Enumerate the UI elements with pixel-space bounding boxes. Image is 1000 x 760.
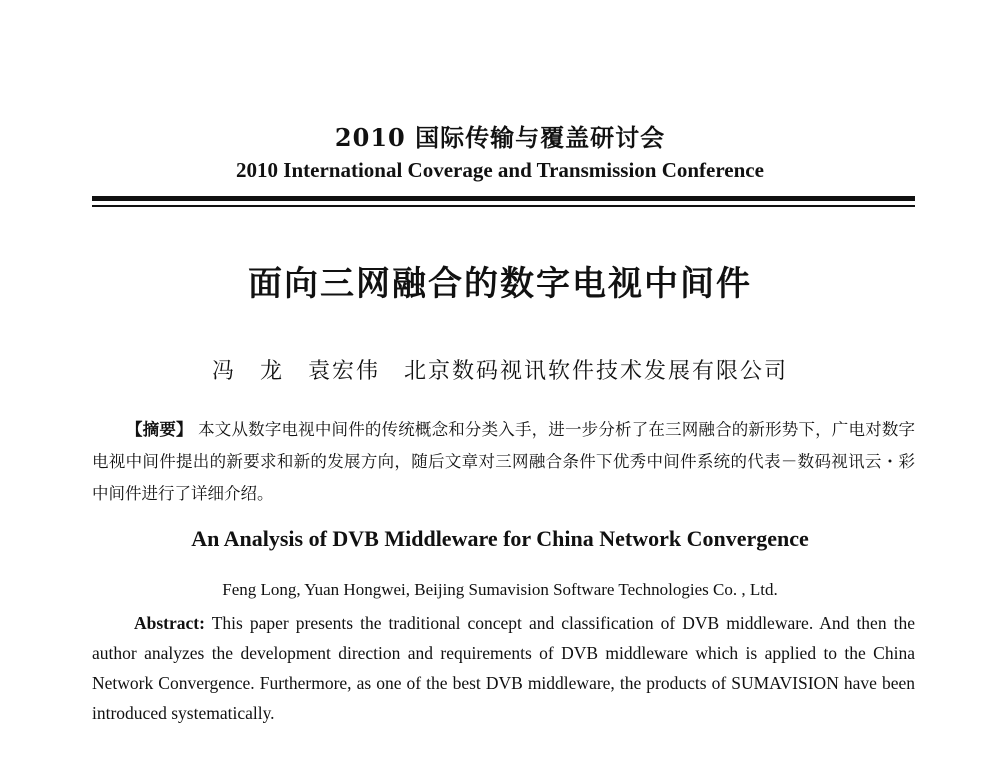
paper-title-en: An Analysis of DVB Middleware for China Network Convergence bbox=[191, 526, 809, 551]
authors-cn: 冯 龙 袁宏伟 北京数码视讯软件技术发展有限公司 bbox=[211, 359, 788, 384]
abstract-cn-label: 【摘要】 bbox=[126, 420, 193, 439]
authors-en: Feng Long, Yuan Hongwei, Beijing Sumavision Software Technologies Co. , Ltd. bbox=[222, 580, 778, 599]
abstract-cn bbox=[92, 414, 915, 510]
conference-title-en: 2010 International Coverage and Transmission Conference bbox=[236, 158, 764, 182]
header-rule-thick bbox=[92, 196, 915, 201]
abstract-en-text: This paper presents the traditional concept and classification of DVB middleware. And then the author analyzes the development direction and requirements of DVB middleware which is applied to the China Network Convergence. Furthermore, as one of the best DVB middleware, the products of SUMAVISION have been introduced systematically. bbox=[92, 613, 915, 723]
abstract-cn-text: 本文从数字电视中间件的传统概念和分类入手，进一步分析了在三网融合的新形势下，广电对数字电视中间件提出的新要求和新的发展方向，随后文章对三网融合条件下优秀中间件系统的代表－数码视讯云・彩中间件进行了详细介绍。 bbox=[92, 420, 915, 503]
abstract-en-label: Abstract: bbox=[134, 613, 205, 633]
paper-title-cn: 面向三网融合的数字电视中间件 bbox=[248, 264, 752, 304]
header-rule-thin bbox=[92, 205, 915, 207]
conference-title-cn: 2010 国际传输与覆盖研讨会 bbox=[334, 123, 666, 152]
abstract-en bbox=[92, 608, 915, 728]
